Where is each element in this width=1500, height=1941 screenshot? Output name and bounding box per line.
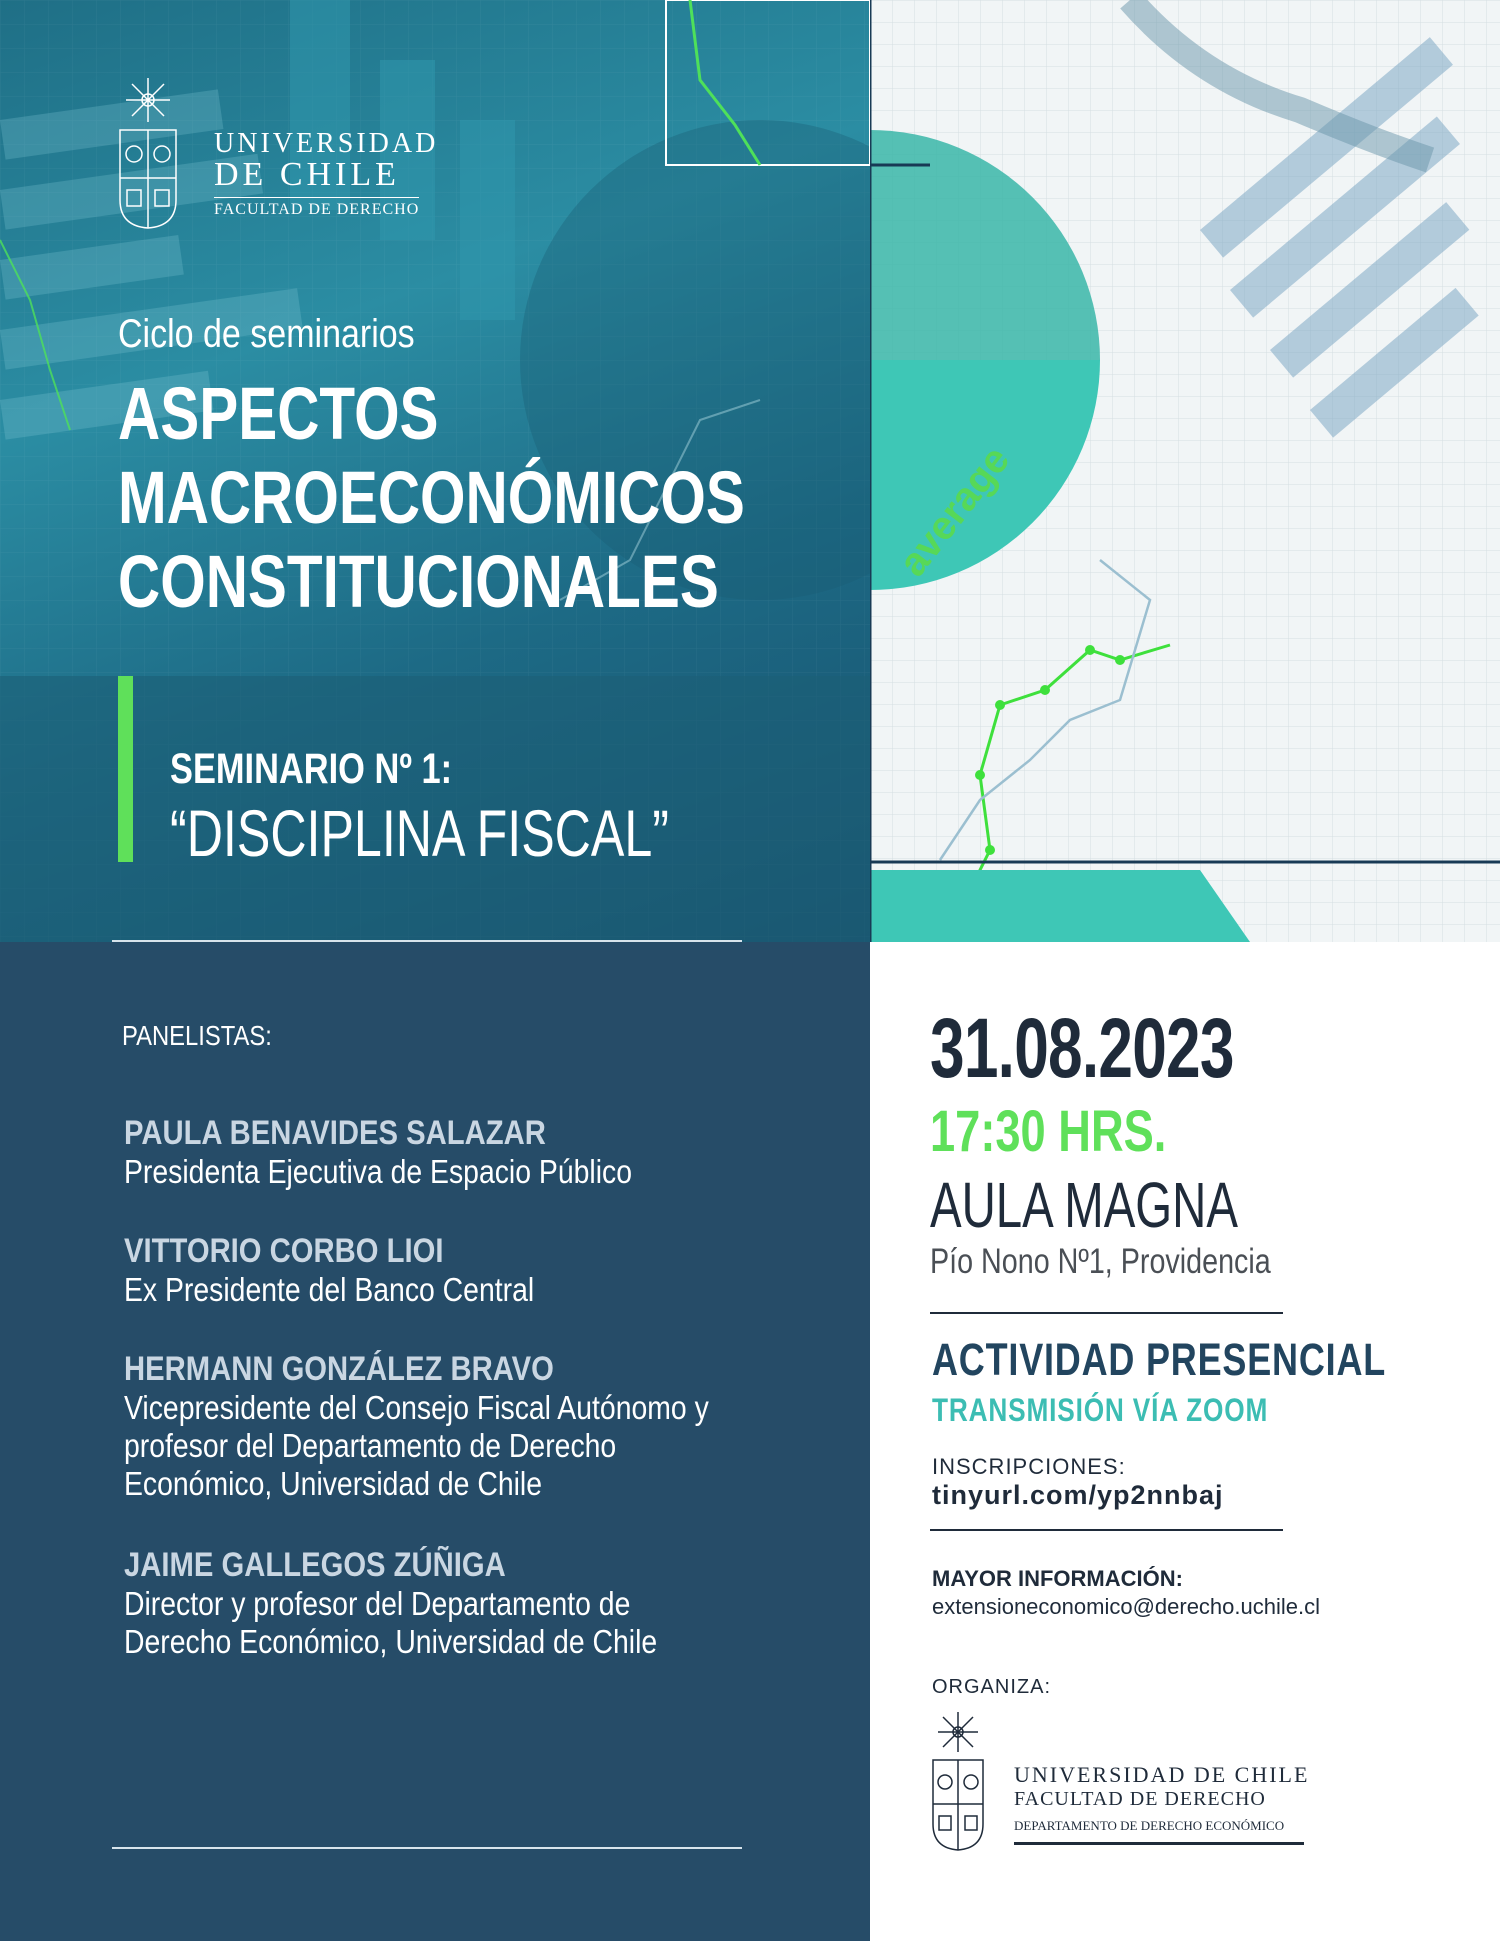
event-time: 17:30 HRS.	[930, 1099, 1167, 1164]
divider-event-1	[930, 1312, 1283, 1314]
panelist-2	[124, 1232, 601, 1309]
panelist-name: HERMANN GONZÁLEZ BRAVO	[124, 1350, 554, 1388]
panelist-role: Presidenta Ejecutiva de Espacio Público	[124, 1153, 632, 1190]
stream-info: TRANSMISIÓN VÍA ZOOM	[932, 1392, 1269, 1428]
chart-word-average: average	[890, 438, 1019, 585]
panelist-role: Ex Presidente del Banco Central	[124, 1271, 535, 1308]
panelist-4	[124, 1546, 744, 1661]
event-venue: AULA MAGNA	[930, 1169, 1238, 1241]
page-title	[118, 372, 745, 624]
event-info-section	[870, 942, 1500, 1941]
organizer-line-3: DEPARTAMENTO DE DERECHO ECONÓMICO	[1014, 1818, 1304, 1845]
panelist-role: Director y profesor del Departamento de	[124, 1585, 631, 1622]
seminar-number: SEMINARIO Nº 1:	[170, 745, 453, 793]
hero-background-left	[0, 0, 870, 942]
organizer-line-2: FACULTAD DE DERECHO	[1014, 1788, 1266, 1810]
registration-link[interactable]: tinyurl.com/yp2nnbaj	[932, 1480, 1224, 1510]
info-label: MAYOR INFORMACIÓN:	[932, 1566, 1183, 1591]
hero-background-right	[870, 0, 1500, 942]
title-line-1: ASPECTOS	[118, 372, 439, 455]
panelist-name: PAULA BENAVIDES SALAZAR	[124, 1114, 546, 1152]
organizer-label: ORGANIZA:	[932, 1676, 1052, 1698]
panelist-role: Derecho Económico, Universidad de Chile	[124, 1623, 658, 1660]
registration-label: INSCRIPCIONES:	[932, 1454, 1126, 1479]
organizer-crest-icon	[930, 1712, 986, 1852]
university-name-line1: UNIVERSIDAD	[214, 128, 439, 159]
seminar-title: “DISCIPLINA FISCAL”	[170, 796, 669, 870]
panelists-heading: PANELISTAS:	[122, 1020, 272, 1051]
panelist-role: profesor del Departamento de Derecho	[124, 1427, 617, 1464]
title-line-3: CONSTITUCIONALES	[118, 540, 719, 623]
panelist-3	[124, 1350, 804, 1503]
event-address: Pío Nono Nº1, Providencia	[930, 1242, 1271, 1281]
panelist-role: Económico, Universidad de Chile	[124, 1465, 543, 1502]
divider-event-2	[930, 1529, 1283, 1531]
info-email[interactable]: extensioneconomico@derecho.uchile.cl	[932, 1594, 1320, 1619]
panelist-name: JAIME GALLEGOS ZÚÑIGA	[124, 1546, 506, 1584]
series-label: Ciclo de seminarios	[118, 312, 415, 356]
panelist-1	[124, 1114, 715, 1191]
organizer-line-1: UNIVERSIDAD DE CHILE	[1014, 1762, 1310, 1787]
university-crest-icon	[117, 78, 179, 230]
event-date: 31.08.2023	[930, 1001, 1234, 1095]
panelist-role: Vicepresidente del Consejo Fiscal Autónomo y	[124, 1389, 709, 1426]
seminar-accent-bar	[118, 676, 133, 862]
university-name-line2: DE CHILE	[214, 156, 400, 193]
panelist-name: VITTORIO CORBO LIOI	[124, 1232, 444, 1270]
attendance-mode: ACTIVIDAD PRESENCIAL	[932, 1334, 1387, 1385]
divider-bottom	[112, 1847, 742, 1849]
panelists-section	[0, 942, 870, 1941]
title-line-2: MACROECONÓMICOS	[118, 456, 745, 539]
faculty-name: FACULTAD DE DERECHO	[214, 197, 419, 219]
